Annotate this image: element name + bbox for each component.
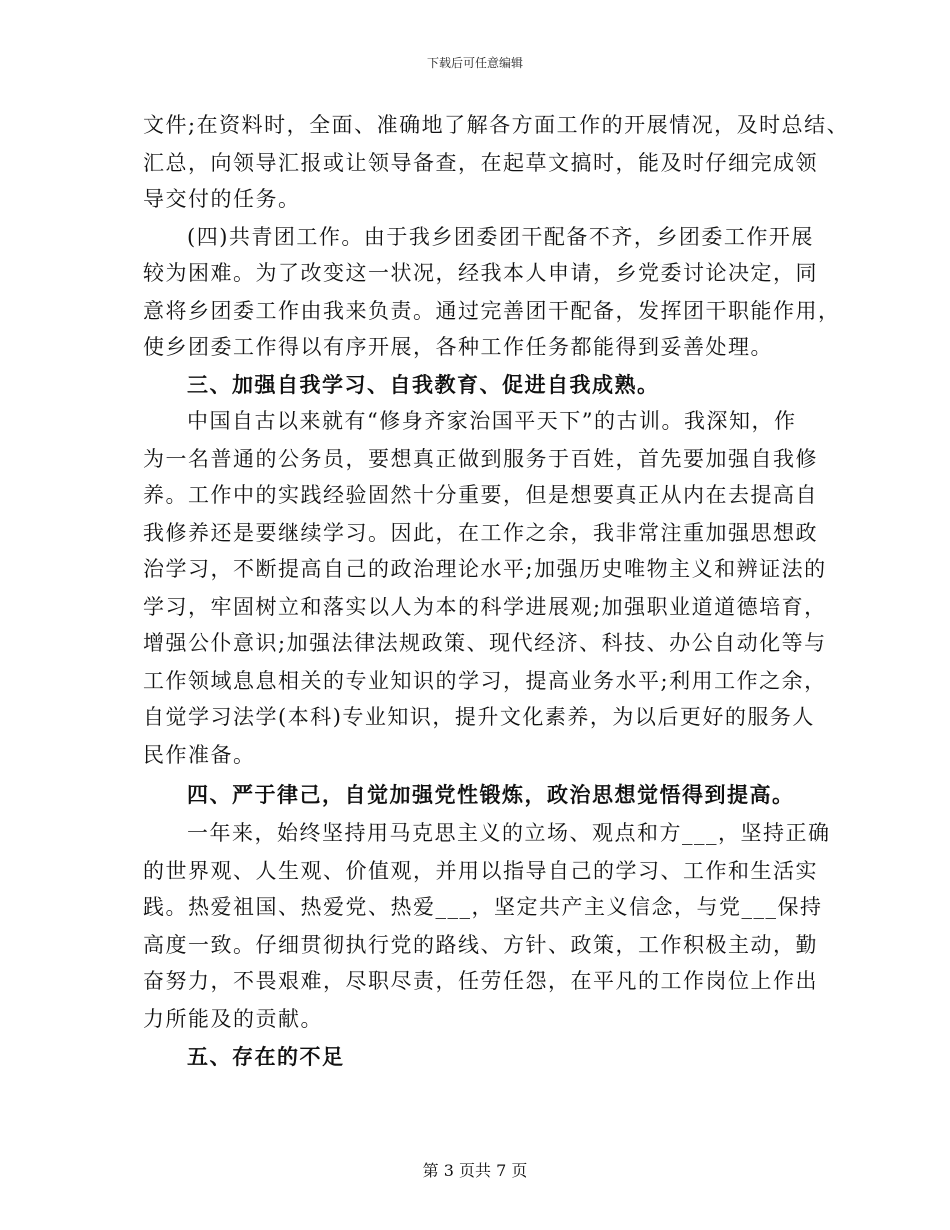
- body-line: 学习，牢固树立和落实以人为本的科学进展观;加强职业道道德培育，: [143, 595, 827, 619]
- section-heading-5: 五、存在的不足: [187, 1044, 345, 1069]
- body-line: 文件;在资料时，全面、准确地了解各方面工作的开展情况，及时总结、: [143, 113, 850, 137]
- body-line: 意将乡团委工作由我来负责。通过完善团干配备，发挥团干职能作用，: [143, 299, 841, 323]
- body-line: 导交付的任务。: [143, 187, 301, 211]
- body-line: 为一名普通的公务员，要想真正做到服务于百姓，首先要加强自我修: [143, 447, 818, 471]
- paragraph-start: (四)共青团工作。由于我乡团委团干配备不齐，乡团委工作开展: [187, 225, 814, 249]
- body-line: 工作领域息息相关的专业知识的学习，提高业务水平;利用工作之余，: [143, 669, 827, 693]
- body-line: 民作准备。: [143, 743, 256, 767]
- body-line: 践。热爱祖国、热爱党、热爱___，坚定共产主义信念，与党___保持: [143, 895, 823, 919]
- body-line: 较为困难。为了改变这一状况，经我本人申请，乡党委讨论决定，同: [143, 261, 818, 285]
- body-line: 汇总，向领导汇报或让领导备查，在起草文搞时，能及时仔细完成领: [143, 151, 818, 175]
- section-heading-3: 三、加强自我学习、自我教育、促进自我成熟。: [187, 372, 660, 397]
- body-line: 增强公仆意识;加强法律法规政策、现代经济、科技、办公自动化等与: [143, 631, 827, 655]
- page-header: 下载后可任意编辑: [426, 56, 523, 70]
- page-footer: 第 3 页共 7 页: [422, 1161, 528, 1180]
- body-line: 高度一致。仔细贯彻执行党的路线、方针、政策，工作积极主动，勤: [143, 933, 818, 957]
- body-line: 的世界观、人生观、价值观，并用以指导自己的学习、工作和生活实: [143, 859, 818, 883]
- body-line: 我修养还是要继续学习。因此，在工作之余，我非常注重加强思想政: [143, 521, 818, 545]
- body-line: 奋努力，不畏艰难，尽职尽责，任劳任怨，在平凡的工作岗位上作出: [143, 969, 818, 993]
- paragraph-start: 一年来，始终坚持用马克思主义的立场、观点和方___，坚持正确: [187, 821, 831, 845]
- body-line: 养。工作中的实践经验固然十分重要，但是想要真正从内在去提高自: [143, 483, 818, 507]
- section-heading-4: 四、严于律己，自觉加强党性锻炼，政治思想觉悟得到提高。: [187, 782, 795, 807]
- body-line: 治学习，不断提高自己的政治理论水平;加强历史唯物主义和辨证法的: [143, 557, 827, 581]
- paragraph-start: 中国自古以来就有“修身齐家治国平天下”的古训。我深知，作: [187, 409, 797, 433]
- body-line: 力所能及的贡献。: [143, 1007, 323, 1031]
- body-line: 自觉学习法学(本科)专业知识，提升文化素养，为以后更好的服务人: [143, 705, 815, 729]
- body-line: 使乡团委工作得以有序开展，各种工作任务都能得到妥善处理。: [143, 335, 773, 359]
